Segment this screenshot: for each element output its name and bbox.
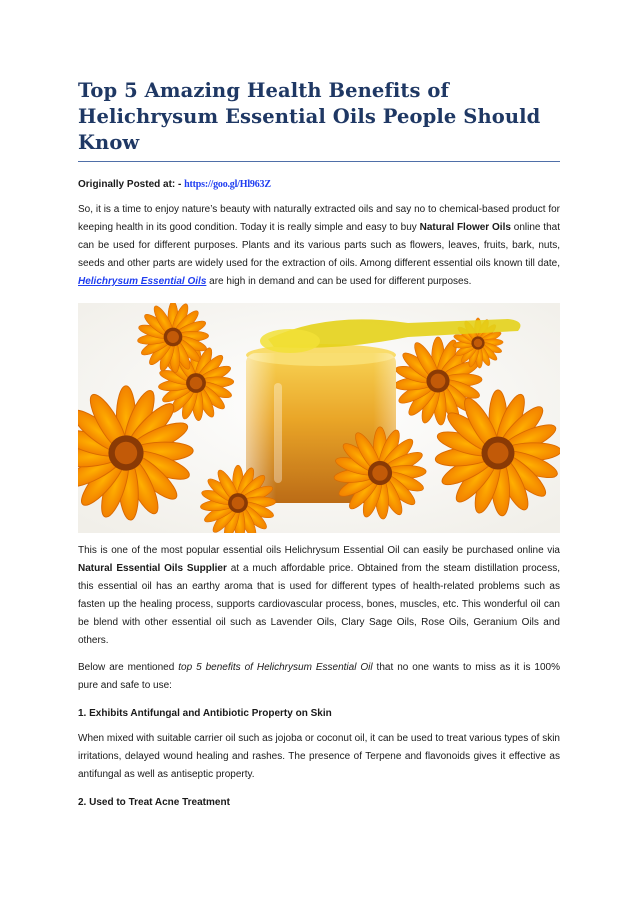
benefit-2-heading: 2. Used to Treat Acne Treatment [78,797,230,808]
benefits-italic-text: top 5 benefits of Helichrysum Essential Oil [178,662,373,673]
supplier-text: Natural Essential Oils Supplier [78,563,227,574]
description-text-1: This is one of the most popular essential oils Helichrysum Essential Oil can easily be purchased online via [78,545,560,556]
posted-line [78,178,560,192]
benefits-text-2: that no one wants to miss as it is 100% pure and safe to use: [78,662,560,691]
posted-url-link[interactable]: https://goo.gl/Hl963Z [184,179,271,190]
benefit-1-paragraph: When mixed with suitable carrier oil such as jojoba or coconut oil, it can be used to treat various types of skin irritations, delayed wound healing and rashes. The presence of Terpene and flavonoids gives it effective as antifungal as well as antiseptic property. [78,733,560,780]
benefit-1-heading: 1. Exhibits Antifungal and Antibiotic Property on Skin [78,708,332,719]
intro-text-3: are high in demand and can be used for different purposes. [206,276,472,287]
helichrysum-oils-link[interactable]: Helichrysum Essential Oils [78,276,207,287]
document-title: Top 5 Amazing Health Benefits of Helichrysum Essential Oils People Should Know [78,79,541,154]
intro-text-1: So, it is a time to enjoy nature’s beauty with naturally extracted oils and say no to chemical-based product for keeping health in its good condition. Today it is really simple and easy to buy [78,204,560,233]
document-page [78,78,560,810]
intro-paragraph [78,201,560,291]
benefits-text-1: Below are mentioned [78,662,179,673]
oil-and-flowers-photo [78,303,560,533]
intro-text-2: online that can be used for different purposes. Plants and its various parts such as flowers, leaves, fruits, bark, nuts, seeds and other parts are widely used for the extraction of oils. Among different essential oils known till date, [78,222,560,269]
description-paragraph [78,542,560,650]
title-rule [78,161,560,162]
benefits-intro-paragraph [78,659,560,695]
posted-label: Originally Posted at: - [78,179,182,190]
description-text-2: at a much affordable price. Obtained from the steam distillation process, this essential oil has an earthy aroma that is used for different types of health-related problems such as fasten up the healing process, supports cardiovascular process, bones, muscles, etc. This wonderful oil can be blend with other essential oil such as Lavender Oils, Clary Sage Oils, Rose Oils, Geranium Oils and others. [78,563,560,646]
natural-flower-oils-text: Natural Flower Oils [419,222,511,233]
